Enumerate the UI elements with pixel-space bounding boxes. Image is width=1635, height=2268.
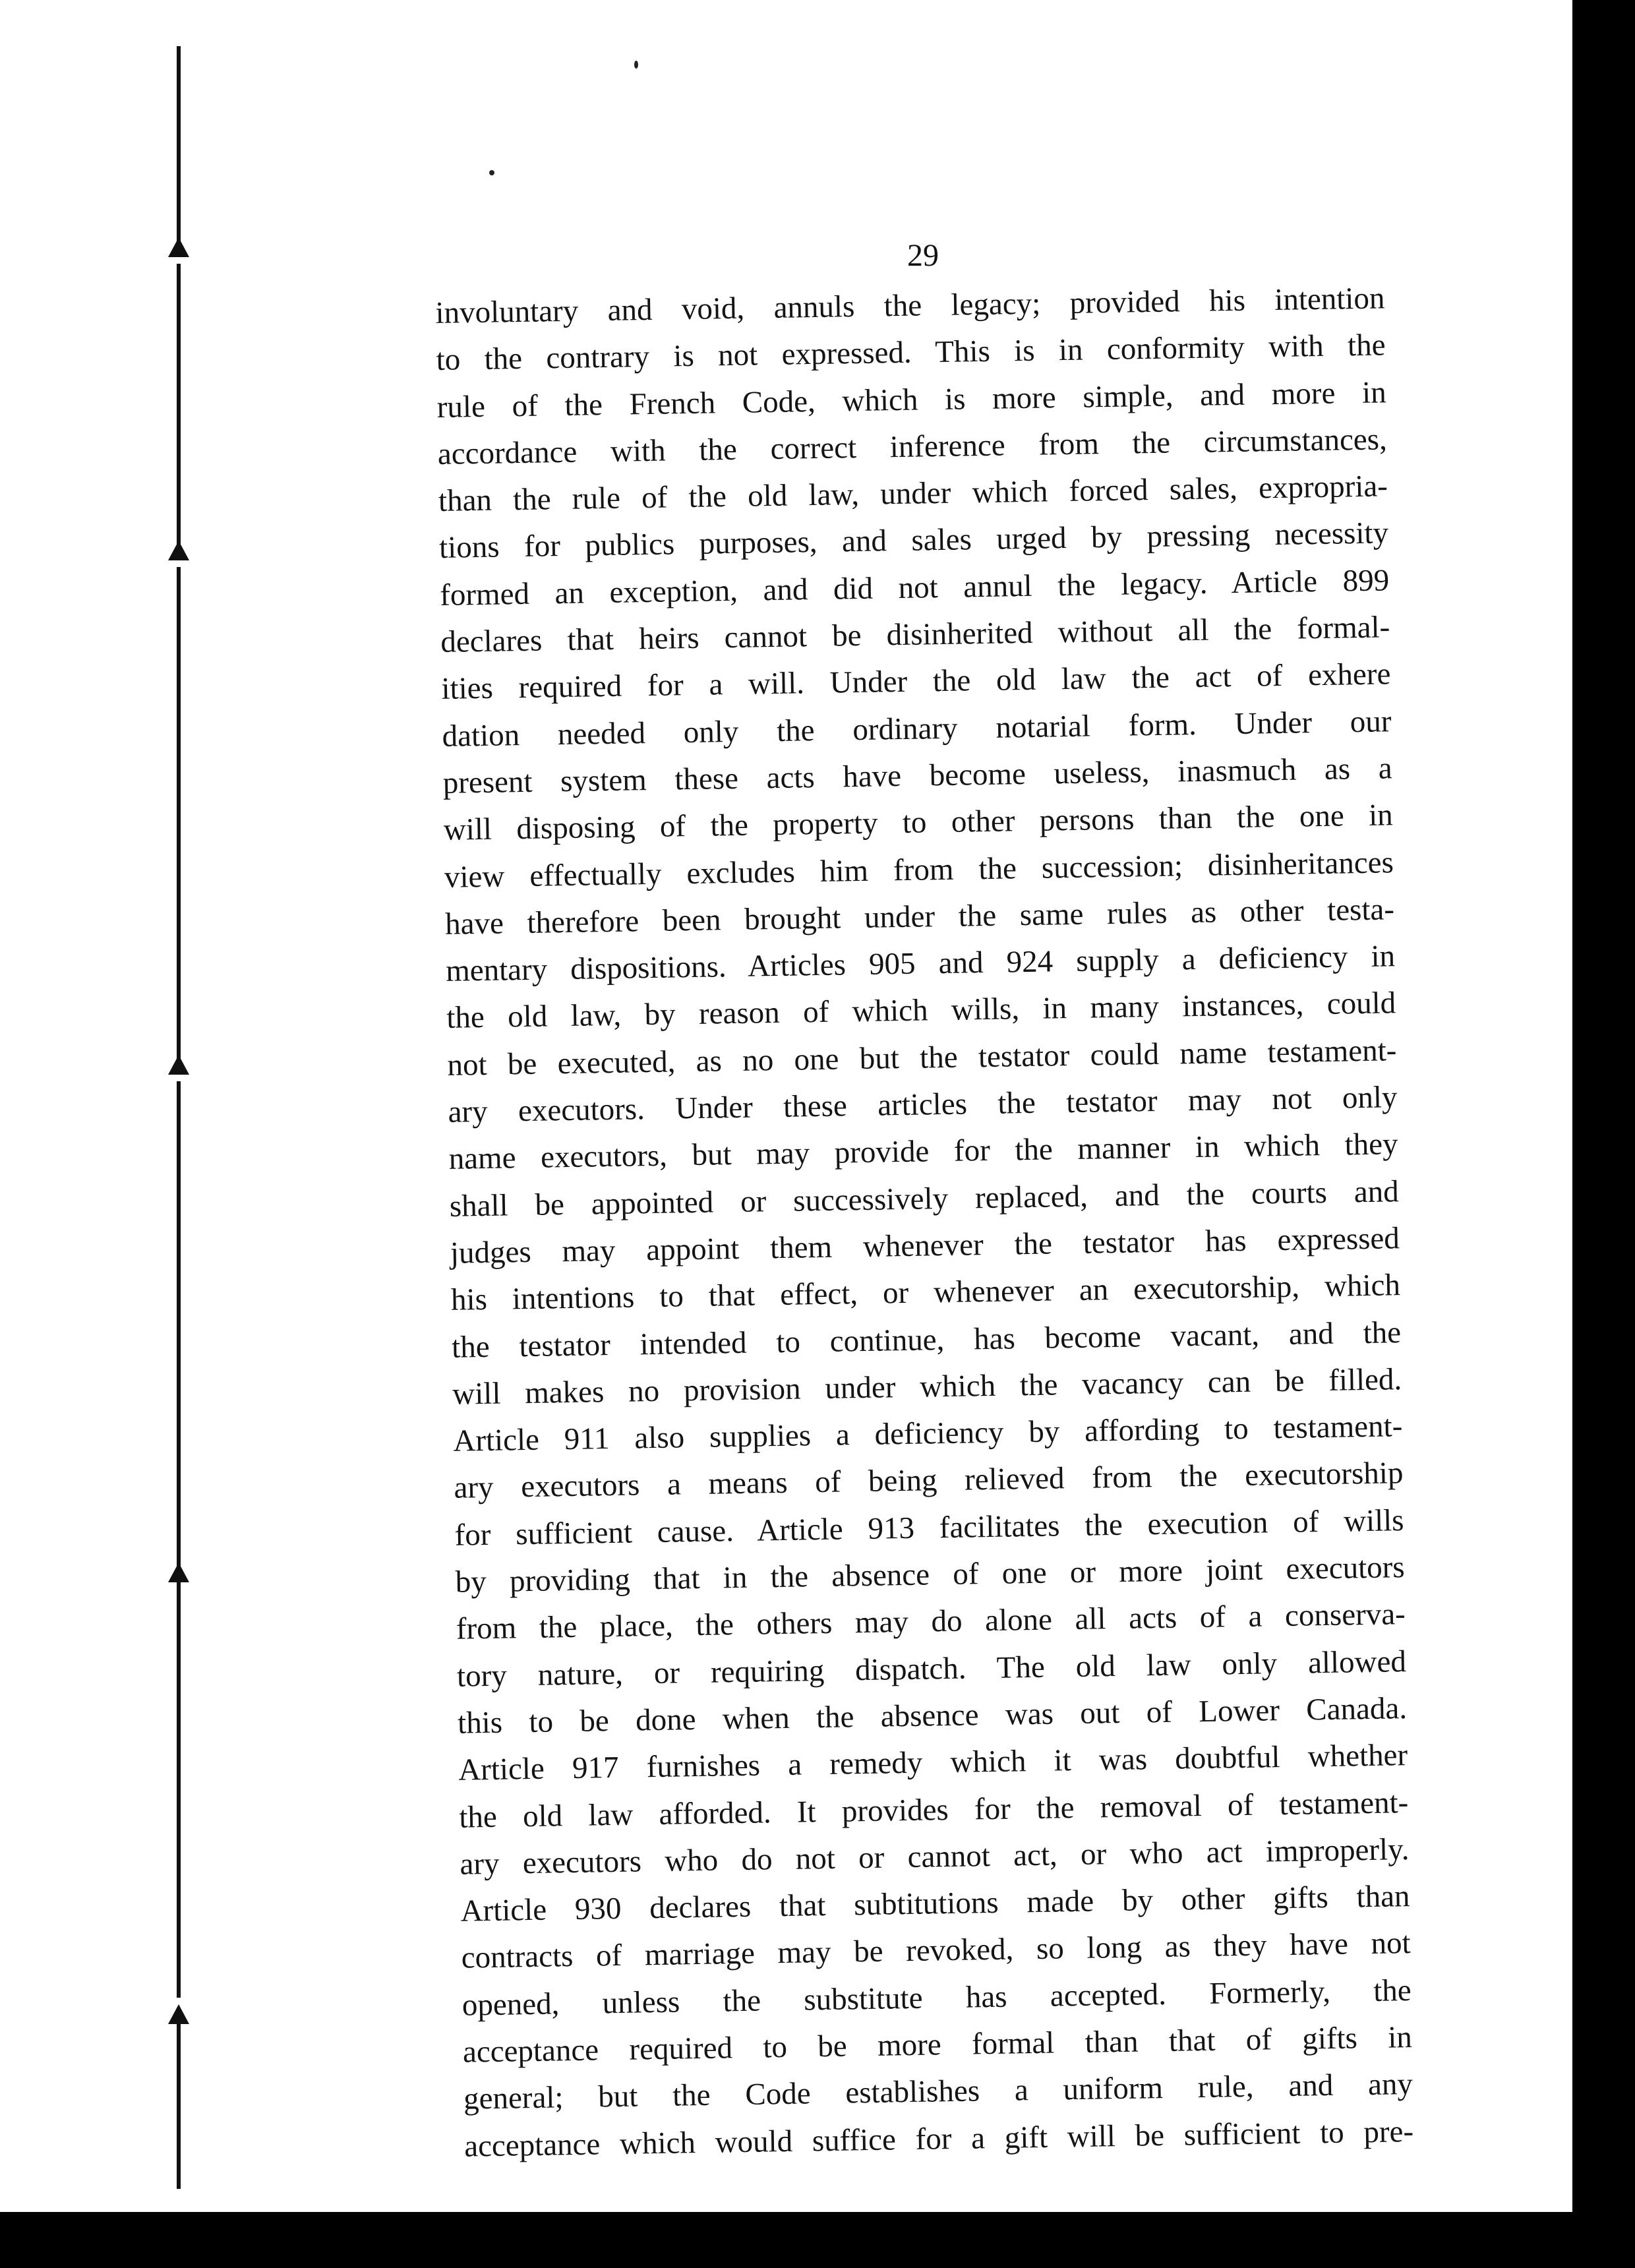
text-line: ities required for a will. Under the old law the act of exhere (441, 657, 1391, 707)
text-line: ary executors who do not or cannot act, or who act improperly. (460, 1832, 1410, 1882)
text-line: mentary dispositions. Articles 905 and 924 supply a deficiency in (445, 939, 1396, 989)
text-line: his intentions to that effect, or whenever an executorship, which (450, 1268, 1401, 1318)
text-line: will makes no provision under which the vacancy can be filled. (452, 1362, 1402, 1412)
text-line: shall be appointed or successively replaced, and the courts and (449, 1174, 1400, 1224)
scan-border-right (1572, 0, 1635, 2268)
text-line: Article 930 declares that subtitutions made by other gifts than (460, 1879, 1410, 1928)
text-line: not be executed, as no one but the testator could name testament- (447, 1032, 1397, 1083)
text-line: general; but the Code establishes a uniform rule, and any (463, 2067, 1413, 2116)
binding-gutter-line (177, 1081, 181, 1569)
text-line: tory nature, or requiring dispatch. The old law only allowed (456, 1644, 1407, 1694)
text-line: contracts of marriage may be revoked, so long as they have not (461, 1926, 1411, 1976)
text-line: Article 911 also supplies a deficiency by affording to testament- (453, 1409, 1403, 1458)
binding-notch-icon (168, 2004, 189, 2024)
text-line: opened, unless the substitute has accepted. Formerly, the (461, 1973, 1412, 2023)
text-line: than the rule of the old law, under which forced sales, expropria- (438, 469, 1388, 519)
text-line: name executors, but may provide for the manner in which they (448, 1127, 1398, 1177)
text-line: ary executors. Under these articles the testator may not only (448, 1080, 1398, 1129)
scan-speck (634, 61, 638, 69)
binding-gutter-line (177, 567, 181, 1061)
body-text (435, 275, 1414, 2170)
text-line: view effectually excludes him from the succession; disinheritances (444, 845, 1394, 895)
binding-gutter-line (177, 2017, 181, 2189)
page-number: 29 (907, 238, 939, 273)
text-line: the testator intended to continue, has become vacant, and the (451, 1315, 1402, 1365)
text-line: for sufficient cause. Article 913 facilitates the execution of wills (454, 1503, 1404, 1553)
binding-gutter-line (177, 264, 181, 547)
text-line: acceptance required to be more formal than that of gifts in (462, 2020, 1413, 2070)
text-line: have therefore been brought under the same rules as other testa- (444, 892, 1395, 941)
text-line: judges may appoint them whenever the testator has expressed (450, 1221, 1400, 1270)
text-line: tions for publics purposes, and sales urged by pressing necessity (438, 516, 1389, 566)
text-line: by providing that in the absence of one or more joint executors (455, 1550, 1406, 1599)
text-line: declares that heirs cannot be disinherited without all the formal- (440, 610, 1390, 660)
binding-notch-icon (168, 541, 189, 560)
binding-notch-icon (168, 1563, 189, 1582)
text-line: the old law, by reason of which wills, in many instances, could (446, 986, 1396, 1036)
scan-border-bottom (0, 2212, 1635, 2268)
text-line: acceptance which would suffice for a gift will be sufficient to pre- (463, 2114, 1414, 2164)
text-line: Article 917 furnishes a remedy which it was doubtful whether (458, 1738, 1408, 1787)
text-line: will disposing of the property to other persons than the one in (443, 798, 1394, 848)
text-line: from the place, the others may do alone all acts of a conserva- (456, 1597, 1406, 1647)
text-line: accordance with the correct inference from the circumstances, (437, 422, 1388, 471)
scan-speck (489, 170, 494, 175)
text-line: dation needed only the ordinary notarial form. Under our (442, 703, 1392, 754)
text-line: the old law afforded. It provides for the removal of testament- (458, 1785, 1409, 1835)
text-line: this to be done when the absence was out of Lower Canada. (457, 1691, 1408, 1741)
binding-gutter-line (177, 1582, 181, 1998)
text-line: rule of the French Code, which is more simple, and more in (436, 374, 1387, 425)
text-line: present system these acts have become useless, inasmuch as a (442, 751, 1392, 800)
binding-gutter-line (177, 46, 181, 244)
text-line: ary executors a means of being relieved from the executorship (454, 1456, 1404, 1506)
text-line: to the contrary is not expressed. This is in conformity with the (436, 328, 1386, 378)
text-line: formed an exception, and did not annul the legacy. Article 899 (439, 563, 1390, 612)
binding-notch-icon (168, 237, 189, 257)
binding-notch-icon (168, 1055, 189, 1075)
text-line: involuntary and void, annuls the legacy; provided his intention (435, 281, 1385, 330)
